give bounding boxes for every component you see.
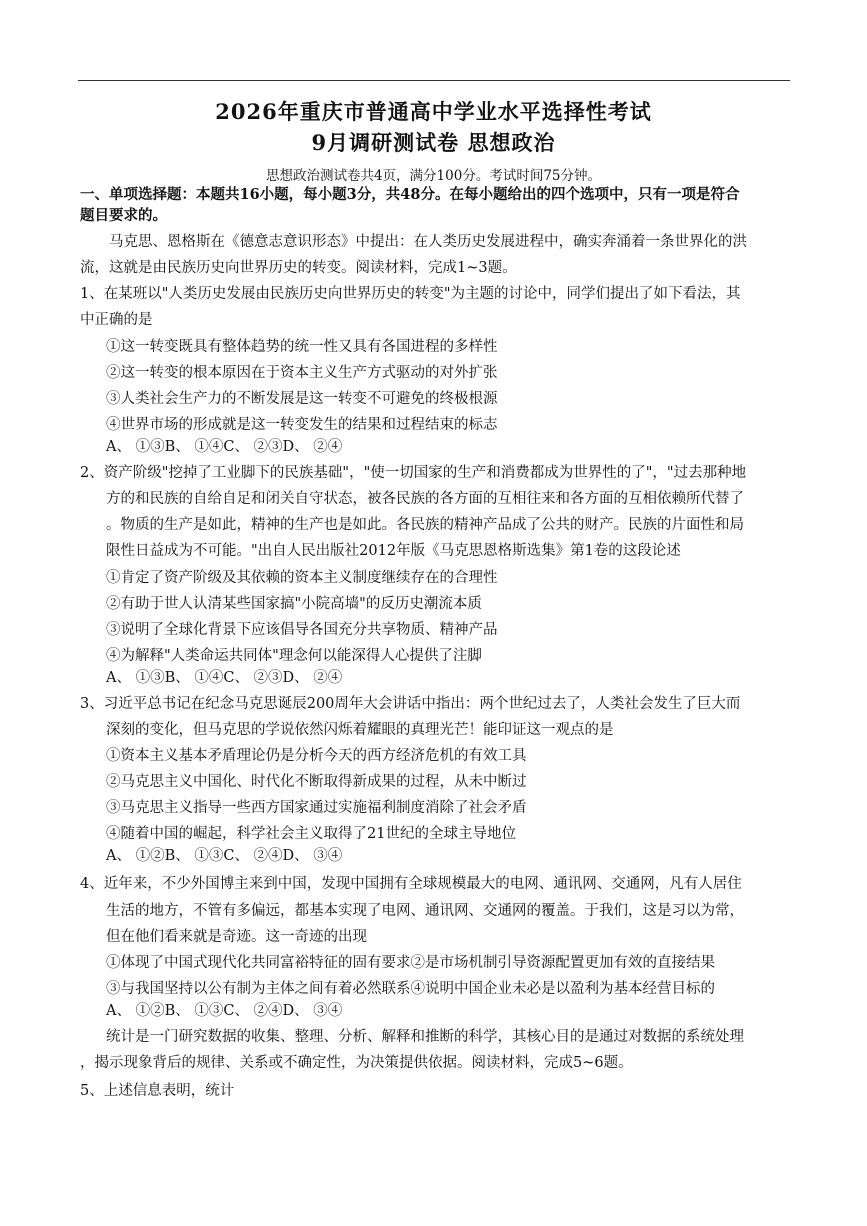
question-2-stem-cont-3: 限性日益成为不可能。"出自人民出版社2012年版《马克思恩格斯选集》第1卷的这段论述	[106, 543, 681, 559]
exam-title: 2026年重庆市普通高中学业水平选择性考试	[215, 99, 652, 124]
question-1-statement-4: ④世界市场的形成就是这一转变发生的结果和过程结束的标志	[106, 417, 498, 433]
question-1-stem: 1、在某班以"人类历史发展由民族历史向世界历史的转变"为主题的讨论中，同学们提出了如下看法，其	[80, 286, 741, 302]
question-3-statement-3: ③马克思主义指导一些西方国家通过实施福利制度消除了社会矛盾	[106, 800, 527, 816]
material-paragraph: 马克思、恩格斯在《德意志意识形态》中提出：在人类历史发展进程中，确实奔涌着一条世界化的洪	[109, 234, 747, 250]
question-5-stem: 5、上述信息表明，统计	[80, 1083, 235, 1099]
question-2-statement-4: ④为解释"人类命运共同体"理念何以能深得人心提供了注脚	[106, 648, 482, 664]
section-heading: 一、单项选择题：本题共16小题，每小题3分，共48分。在每小题给出的四个选项中，只有一项是符合	[80, 186, 740, 203]
material-2-paragraph-cont: ，揭示现象背后的规律、关系或不确定性，为决策提供依据。阅读材料，完成5~6题。	[80, 1055, 633, 1071]
exam-info: 思想政治测试卷共4页，满分100分。考试时间75分钟。	[265, 168, 602, 184]
question-2-options: A、 ①③B、 ①④C、 ②③D、 ②④	[106, 670, 343, 686]
question-4-stem: 4、近年来，不少外国博主来到中国，发现中国拥有全球规模最大的电网、通讯网、交通网，凡有人居住	[80, 876, 742, 892]
question-3-stem: 3、习近平总书记在纪念马克思诞辰200周年大会讲话中指出：两个世纪过去了，人类社会发生了巨大而	[80, 696, 741, 712]
question-1-statement-2: ②这一转变的根本原因在于资本主义生产方式驱动的对外扩张	[106, 365, 498, 381]
question-1-stem-cont: 中正确的是	[80, 312, 153, 328]
question-1-options: A、 ①③B、 ①④C、 ②③D、 ②④	[106, 439, 343, 455]
exam-subject-title: 9月调研测试卷 思想政治	[311, 130, 556, 155]
question-2-statement-1: ①肯定了资产阶级及其依赖的资本主义制度继续存在的合理性	[106, 570, 498, 586]
question-4-stem-cont-1: 生活的地方，不管有多偏远，都基本实现了电网、通讯网、交通网的覆盖。于我们，这是习以为常，	[106, 903, 744, 919]
question-4-statements-1-2: ①体现了中国式现代化共同富裕特征的固有要求②是市场机制引导资源配置更加有效的直接结果	[106, 955, 715, 971]
section-heading-cont: 题目要求的。	[80, 207, 167, 224]
question-2-stem-cont-1: 方的和民族的自给自足和闭关自守状态，被各民族的各方面的互相往来和各方面的互相依赖所代替了	[106, 491, 744, 507]
material-2-paragraph: 统计是一门研究数据的收集、整理、分析、解释和推断的科学，其核心目的是通过对数据的系统处理	[106, 1029, 744, 1045]
question-3-statement-4: ④随着中国的崛起，科学社会主义取得了21世纪的全球主导地位	[106, 826, 516, 842]
question-1-statement-3: ③人类社会生产力的不断发展是这一转变不可避免的终极根源	[106, 391, 498, 407]
question-3-stem-cont: 深刻的变化，但马克思的学说依然闪烁着耀眼的真理光芒！能印证这一观点的是	[106, 722, 614, 738]
question-2-statement-3: ③说明了全球化背景下应该倡导各国充分共享物质、精神产品	[106, 622, 498, 638]
question-4-statements-3-4: ③与我国坚持以公有制为主体之间有着必然联系④说明中国企业未必是以盈利为基本经营目标的	[106, 981, 715, 997]
question-3-statement-1: ①资本主义基本矛盾理论仍是分析今天的西方经济危机的有效工具	[106, 748, 527, 764]
question-4-stem-cont-2: 但在他们看来就是奇迹。这一奇迹的出现	[106, 929, 367, 945]
material-paragraph-cont: 流，这就是由民族历史向世界历史的转变。阅读材料，完成1~3题。	[80, 260, 517, 276]
question-2-statement-2: ②有助于世人认清某些国家搞"小院高墙"的反历史潮流本质	[106, 596, 482, 612]
question-2-stem: 2、资产阶级"挖掉了工业脚下的民族基础"，"使一切国家的生产和消费都成为世界性的了"，"过去那种地	[80, 465, 747, 481]
question-3-options: A、 ①②B、 ①③C、 ②④D、 ③④	[106, 848, 343, 864]
top-rule	[78, 80, 790, 81]
question-2-stem-cont-2: 。物质的生产是如此，精神的生产也是如此。各民族的精神产品成了公共的财产。民族的片面性和局	[106, 517, 744, 533]
question-1-statement-1: ①这一转变既具有整体趋势的统一性又具有各国进程的多样性	[106, 339, 498, 355]
question-3-statement-2: ②马克思主义中国化、时代化不断取得新成果的过程，从未中断过	[106, 774, 527, 790]
question-4-options: A、 ①②B、 ①③C、 ②④D、 ③④	[106, 1003, 343, 1019]
